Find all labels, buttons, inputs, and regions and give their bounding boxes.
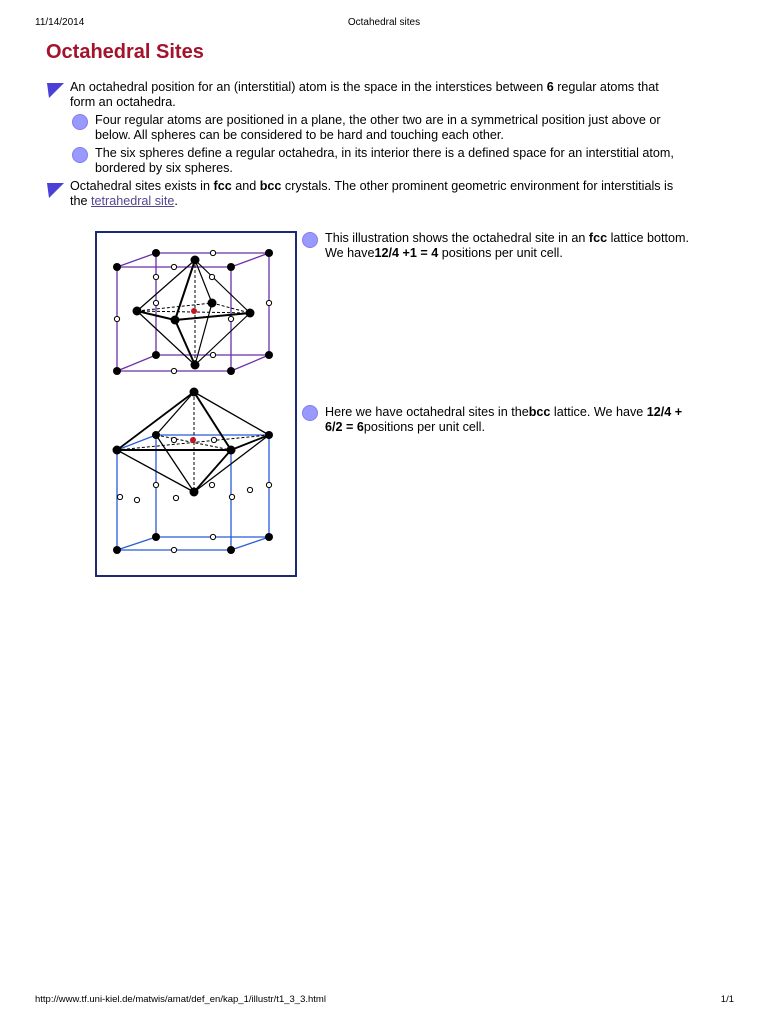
print-title: Octahedral sites bbox=[347, 17, 421, 28]
lattice-illustration bbox=[97, 233, 295, 575]
tetrahedral-site-link[interactable]: tetrahedral site bbox=[91, 193, 175, 208]
print-date: 11/14/2014 bbox=[35, 17, 85, 28]
bullet-four-atoms: Four regular atoms are positioned in a plane, the other two are in a symmetrical position just above or below. All spheres can be considered to be hard and touching each other. bbox=[95, 113, 661, 142]
page-number: 1/1 bbox=[720, 994, 734, 1005]
circle-bullet-icon bbox=[302, 232, 318, 248]
fcc-note: This illustration shows the octahedral site in an fcc lattice bottom. We have12/4 +1 = 4 positions per unit cell. bbox=[325, 231, 690, 260]
bcc-note: Here we have octahedral sites in thebcc lattice. We have 12/4 + 6/2 = 6positions per unit cell. bbox=[325, 405, 683, 434]
bullet-six-spheres: The six spheres define a regular octahedra, in its interior there is a defined space for an interstitial atom, bordered by six spheres. bbox=[95, 146, 674, 175]
lattice-figure bbox=[95, 231, 297, 577]
paragraph-fcc-bcc: Octahedral sites exists in fcc and bcc crystals. The other prominent geometric environment for interstitials is the tetrahedral site. bbox=[70, 179, 674, 208]
arrow-bullet-icon bbox=[46, 80, 65, 99]
paragraph-octahedral-position: An octahedral position for an (interstitial) atom is the space in the interstices between 6 regular atoms that form an octahedra. bbox=[70, 80, 659, 109]
bcc-octahedral-site bbox=[190, 437, 196, 443]
fcc-octahedral-site bbox=[191, 308, 197, 314]
circle-bullet-icon bbox=[72, 114, 88, 130]
arrow-bullet-icon bbox=[46, 180, 65, 199]
footer-url: http://www.tf.uni-kiel.de/matwis/amat/def_en/kap_1/illustr/t1_3_3.html bbox=[35, 994, 326, 1005]
circle-bullet-icon bbox=[302, 405, 318, 421]
bcc-lattice-atoms bbox=[113, 388, 274, 555]
circle-bullet-icon bbox=[72, 147, 88, 163]
page-title: Octahedral Sites bbox=[46, 41, 204, 63]
